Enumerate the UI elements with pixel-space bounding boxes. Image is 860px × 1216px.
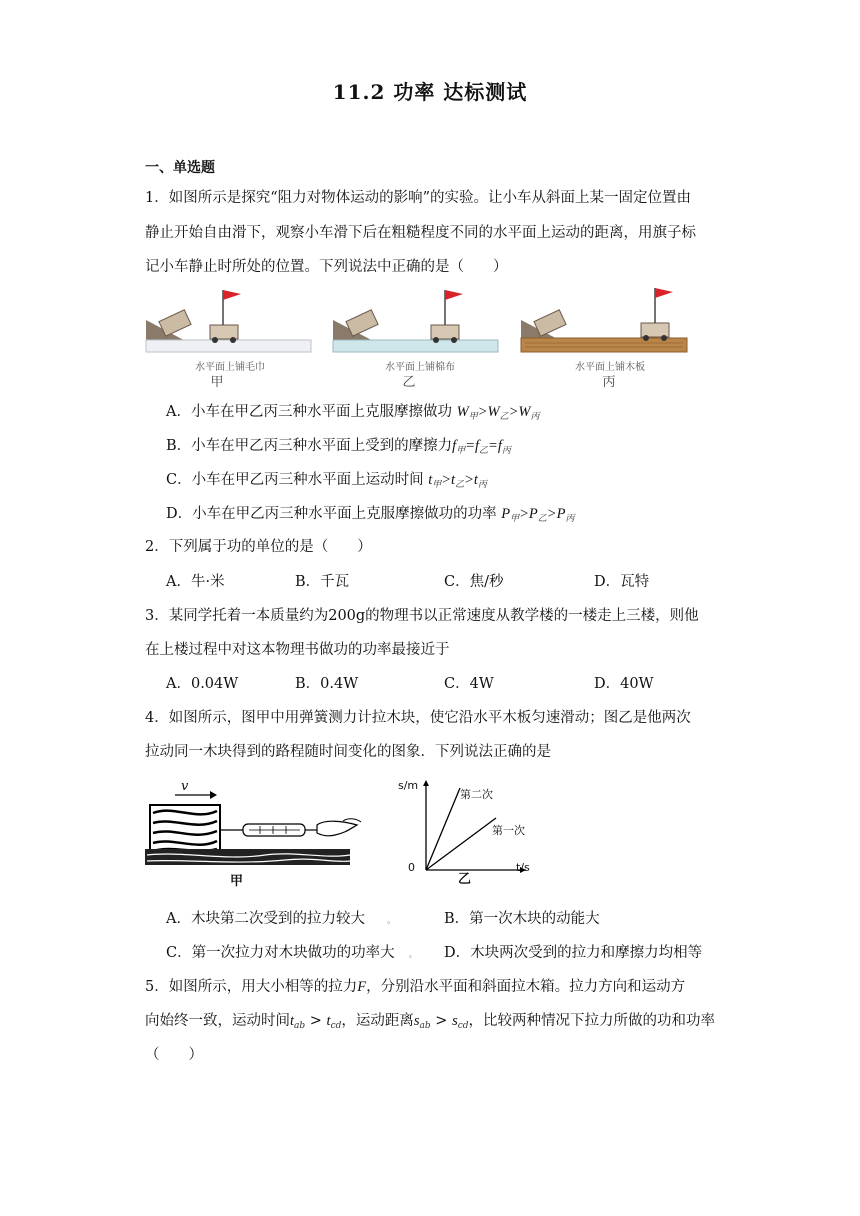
q2-option-c[interactable]: C．焦/秒 [444,574,504,590]
q3-stem-line2: 在上楼过程中对这本物理书做功的功率最接近于 [145,642,450,658]
q2-option-b[interactable]: B．千瓦 [295,574,350,590]
q1-stem-line3: 记小车静止时所处的位置。下列说法中正确的是（ ） [145,259,508,275]
q4-stem-line2: 拉动同一木块得到的路程随时间变化的图象．下列说法正确的是 [145,744,551,760]
section-heading: 一、单选题 [145,160,215,176]
fig-name-jia: 甲 [210,375,224,390]
fig-name-bing: 丙 [602,375,616,390]
fig-label-cotton: 水平面上铺棉布 [385,362,455,373]
figure-panel-bing [521,288,687,352]
q4-velocity-label: v [181,779,189,794]
q1-option-b[interactable]: B．小车在甲乙丙三种水平面上受到的摩擦力$f_甲=f_乙=f_丙$ [166,438,511,456]
q4-option-b[interactable]: B．第一次木块的动能大 [444,911,600,927]
q2-option-a[interactable]: A．牛·米 [166,574,225,590]
q4-option-a[interactable]: A．木块第二次受到的拉力较大 。 [166,911,396,927]
figure-panel-yi [333,290,498,352]
q4-fig-a-label: 甲 [230,874,244,889]
q5-stem-line3: （ ） [145,1047,203,1063]
q5-stem-line1: 5．如图所示，用大小相等的拉力F，分别沿水平面和斜面拉木箱。拉力方向和运动方 [145,979,686,995]
q3-option-a[interactable]: A．0.04W [166,676,239,692]
fig-name-yi: 乙 [402,375,416,390]
q1-option-d[interactable]: D．小车在甲乙丙三种水平面上克服摩擦做功的功率 $P_甲>P_乙>P_丙$ [166,506,575,524]
fig-label-towel: 水平面上铺毛巾 [195,362,265,373]
q4-graph-line-first: 第一次 [492,824,525,837]
q3-option-b[interactable]: B．0.4W [295,676,359,692]
q5-stem-line2: 向始终一致，运动时间$t_{ab} > t_{cd}$，运动距离$s_{ab} > s_{cd}$，比较两种情况下拉力所做的功和功率 [145,1013,716,1031]
q1-option-a[interactable]: A．小车在甲乙丙三种水平面上克服摩擦做功 $W_甲>W_乙>W_丙$ [166,404,540,422]
q4-option-c[interactable]: C．第一次拉力对木块做功的功率大 。 [166,945,418,961]
q4-graph-xlabel: t/s [516,861,530,874]
q2-option-d[interactable]: D．瓦特 [594,574,650,590]
q3-option-d[interactable]: D．40W [594,676,654,692]
q4-option-d[interactable]: D．木块两次受到的拉力和摩擦力均相等 [444,945,703,961]
q3-stem-line1: 3．某同学托着一本质量约为200g的物理书以正常速度从教学楼的一楼走上三楼，则他 [145,608,699,624]
q4-fig-b-label: 乙 [458,872,472,887]
figure-panel-jia [146,290,311,352]
fig-label-wood: 水平面上铺木板 [575,362,645,373]
q1-stem-line2: 静止开始自由滑下，观察小车滑下后在粗糙程度不同的水平面上运动的距离，用旗子标 [145,225,696,241]
q1-stem-line1: 1．如图所示是探究“阻力对物体运动的影响”的实验。让小车从斜面上某一固定位置由 [145,190,692,206]
q4-stem-line1: 4．如图所示，图甲中用弹簧测力计拉木块，使它沿水平木板匀速滑动；图乙是他两次 [145,710,691,726]
q4-graph-ylabel: s/m [398,779,419,792]
q4-figure-a [145,775,365,890]
q3-option-c[interactable]: C．4W [444,676,494,692]
q2-stem: 2．下列属于功的单位的是（ ） [145,539,372,555]
page-title: 11.2 功率 达标测试 [332,80,528,104]
q4-graph-origin: 0 [408,861,415,874]
q1-option-c[interactable]: C．小车在甲乙丙三种水平面上运动时间 $t_甲>t_乙>t_丙$ [166,472,487,490]
q4-graph-line-second: 第二次 [460,788,493,801]
